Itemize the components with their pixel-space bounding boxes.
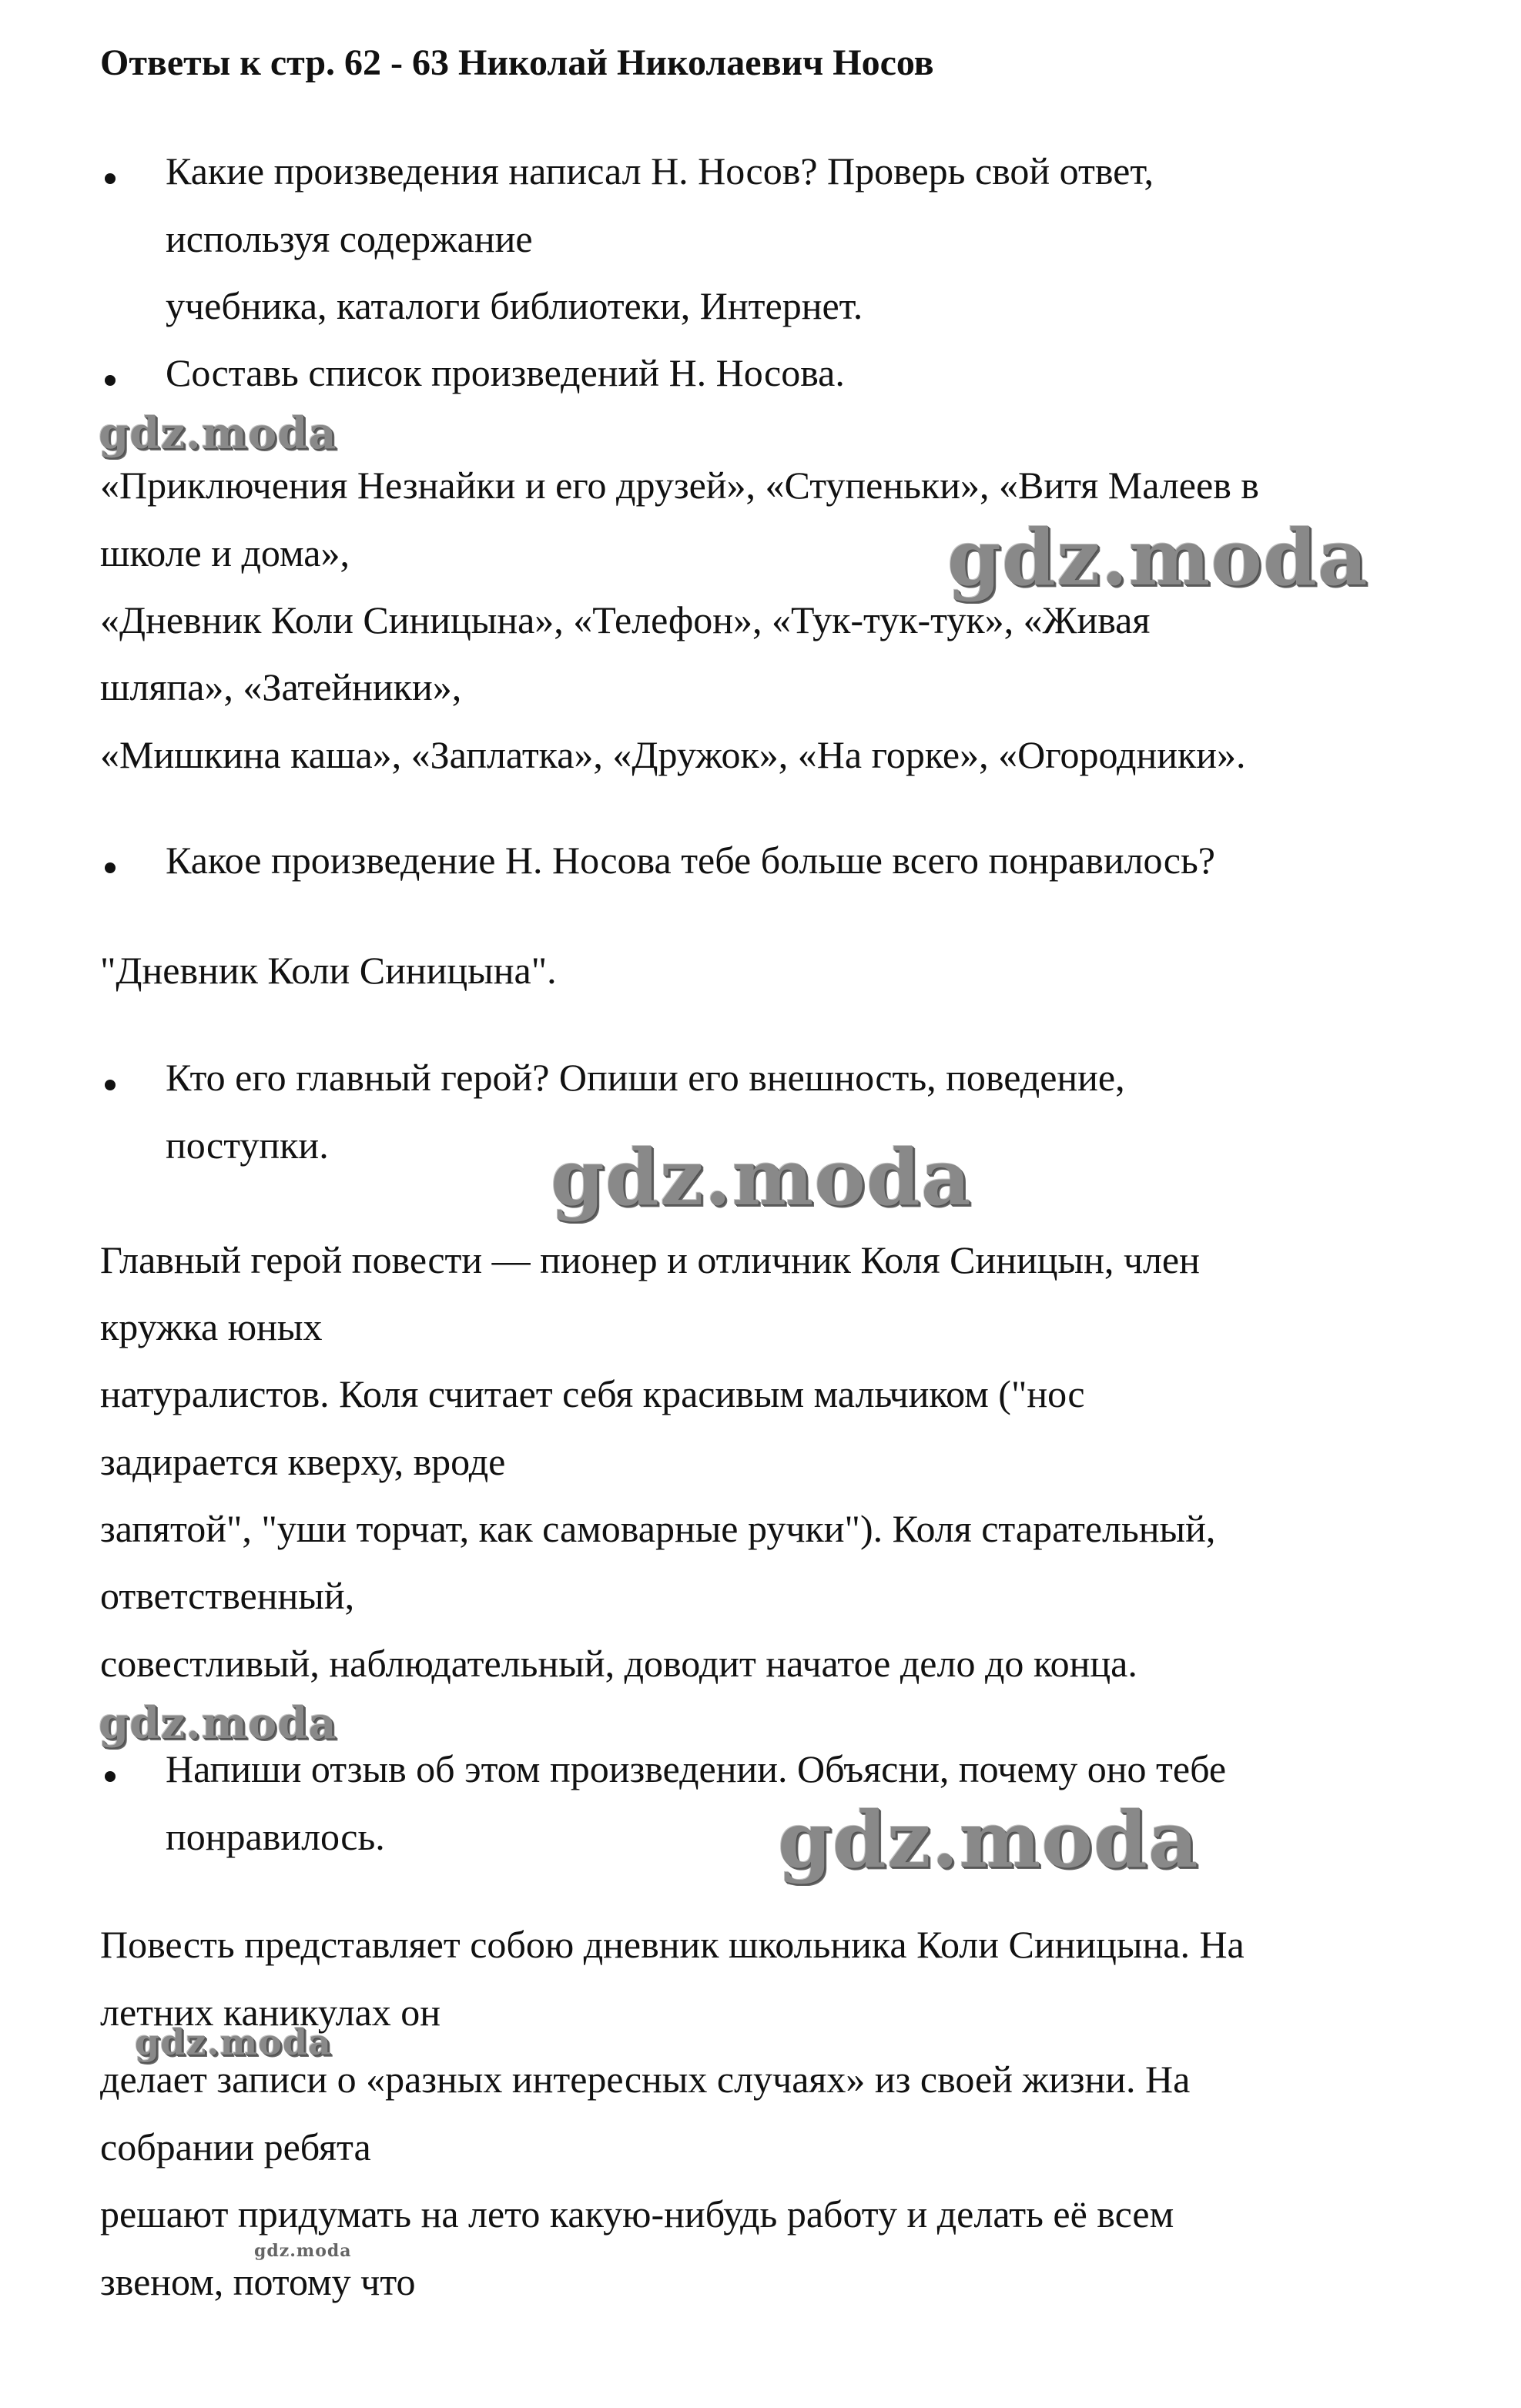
- answer-5-line-1: Повесть представляет собою дневник школьника Коли Синицына. На: [100, 1923, 1245, 1966]
- watermark-logo: gdz.moda: [551, 1132, 972, 1223]
- question-2-line-1: Составь список произведений Н. Носова.: [166, 351, 845, 394]
- answer-2-line-2: школе и дома»,: [100, 531, 350, 574]
- question-5-line-1: Напиши отзыв об этом произведении. Объясни, почему оно тебе: [166, 1747, 1227, 1790]
- bullet-icon: [105, 1080, 116, 1090]
- answer-5-line-6: звеном, потому что: [100, 2260, 416, 2303]
- answer-2-line-1: «Приключения Незнайки и его друзей», «Ступеньки», «Витя Малеев в: [100, 464, 1259, 507]
- watermark-logo: gdz.moda: [947, 512, 1369, 603]
- watermark-logo: gdz.moda: [778, 1794, 1199, 1885]
- answer-4-line-2: кружка юных: [100, 1305, 323, 1348]
- bullet-icon: [105, 173, 116, 184]
- question-3-line-1: Какое произведение Н. Носова тебе больше всего понравилось?: [166, 839, 1215, 882]
- answer-3-line-1: "Дневник Коли Синицына".: [100, 949, 557, 992]
- answer-5-line-3: делает записи о «разных интересных случаях» из своей жизни. На: [100, 2058, 1191, 2101]
- answer-4-line-6: ответственный,: [100, 1574, 355, 1617]
- answer-4-line-5: запятой", "уши торчат, как самоварные ручки"). Коля старательный,: [100, 1507, 1216, 1550]
- watermark-logo: gdz.moda: [254, 2241, 352, 2261]
- answer-5-line-4: собрании ребята: [100, 2125, 371, 2169]
- answer-5-line-2: летних каникулах он: [100, 1991, 441, 2034]
- answer-4-line-7: совестливый, наблюдательный, доводит начатое дело до конца.: [100, 1642, 1137, 1685]
- bullet-icon: [105, 375, 116, 386]
- answer-2-line-5: «Мишкина каша», «Заплатка», «Дружок», «На горке», «Огородники».: [100, 733, 1246, 776]
- answer-2-line-3: «Дневник Коли Синицына», «Телефон», «Тук-тук-тук», «Живая: [100, 598, 1151, 641]
- page-title: Ответы к стр. 62 - 63 Николай Николаевич Носов: [100, 42, 934, 83]
- question-1-line-2: используя содержание: [166, 217, 533, 260]
- answer-2-line-4: шляпа», «Затейники»,: [100, 665, 462, 708]
- watermark-logo: gdz.moda: [99, 408, 337, 459]
- question-4-line-2: поступки.: [166, 1124, 329, 1167]
- answer-4-line-4: задирается кверху, вроде: [100, 1440, 506, 1483]
- question-4-line-1: Кто его главный герой? Опиши его внешность, поведение,: [166, 1056, 1125, 1099]
- watermark-logo: gdz.moda: [99, 1698, 337, 1749]
- answer-5-line-5: решают придумать на лето какую-нибудь работу и делать её всем: [100, 2192, 1174, 2236]
- answer-4-line-1: Главный герой повести — пионер и отличник Коля Синицын, член: [100, 1238, 1200, 1281]
- question-1-line-3: учебника, каталоги библиотеки, Интернет.: [166, 284, 863, 327]
- bullet-icon: [105, 862, 116, 873]
- answer-4-line-3: натуралистов. Коля считает себя красивым мальчиком ("нос: [100, 1372, 1085, 1415]
- watermark-logo: gdz.moda: [135, 2021, 332, 2063]
- question-1-line-1: Какие произведения написал Н. Носов? Проверь свой ответ,: [166, 149, 1154, 193]
- question-5-line-2: понравилось.: [166, 1815, 385, 1858]
- bullet-icon: [105, 1771, 116, 1782]
